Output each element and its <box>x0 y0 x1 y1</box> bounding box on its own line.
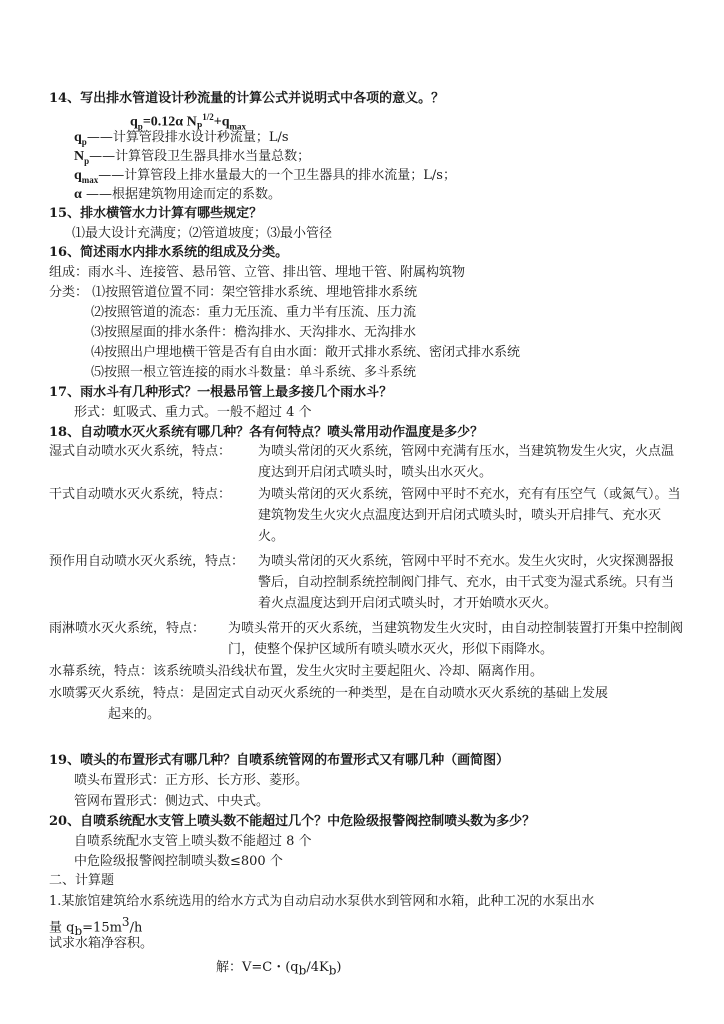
calc-heading: 二、计算题 <box>49 873 115 888</box>
q18-wet-text: 为喷头常闭的灭火系统，管网中充满有压水，当建筑物发生火灾，火点温度达到开启闭式喷头时，喷头出水灭火。 <box>258 444 675 480</box>
q14-def-qmax: $q_{max}——$计算管段上排水量最大的一个卫生器具的排水流量；L/s； <box>74 168 456 185</box>
calc-problem-line1: 1.某旅馆建筑给水系统选用的给水方式为自动启动水泵供水到管网和水箱，此种工况的水泵出水 <box>49 894 595 909</box>
q18-dry-text: 为喷头常闭的灭火系统，管网中平时不充水，充有有压空气（或氮气）。当建筑物发生火灾火点温度达到开启闭式喷头时，喷头开启排气、充水灭火。 <box>258 487 681 544</box>
calc-problem-line3: 试求水箱净容积。 <box>49 936 154 951</box>
q14-def-np: $N_p——$计算管段卫生器具排水当量总数； <box>74 149 311 166</box>
q18-wet-label: 湿式自动喷水灭火系统，特点： <box>49 444 232 459</box>
q16-title: 16、简述雨水内排水系统的组成及分类。 <box>49 245 289 260</box>
q18-curtain: 水幕系统，特点：该系统喷头沿线状布置，发生火灾时主要起阻火、冷却、隔离作用。 <box>49 664 544 679</box>
q19-pipe: 管网布置形式：侧边式、中央式。 <box>74 794 270 809</box>
q18-mist-line2: 起来的。 <box>108 707 161 722</box>
q16-class-3: ⑶按照屋面的排水条件：檐沟排水、天沟排水、无沟排水 <box>91 325 417 340</box>
q16-class-2: ⑵按照管道的流态：重力无压流、重力半有压流、压力流 <box>91 305 417 320</box>
q19-title: 19、喷头的布置形式有哪几种？自喷系统管网的布置形式又有哪几种（画简图） <box>49 753 510 768</box>
q20-answer-1: 自喷系统配水支管上喷头数不能超过 8 个 <box>74 834 312 849</box>
q19-nozzle: 喷头布置形式：正方形、长方形、菱形。 <box>74 773 309 788</box>
q14-def-qp: $q_p——$计算管段排水设计秒流量；L/s <box>74 130 289 147</box>
calc-solution: 解：V=C・$(q_b/4K_b)$ <box>216 960 342 978</box>
q17-title: 17、雨水斗有几种形式？一根悬吊管上最多接几个雨水斗？ <box>49 385 393 400</box>
calc-problem-line2: 量 $q_b=15m^3/h$ <box>49 915 143 938</box>
q14-def-alpha: α ——根据建筑物用途而定的系数。 <box>74 187 281 202</box>
q20-title: 20、自喷系统配水支管上喷头数不能超过几个？中危险级报警阀控制喷头数为多少？ <box>49 814 536 829</box>
q15-answer: ⑴最大设计充满度；⑵管道坡度；⑶最小管径 <box>72 226 333 241</box>
q18-pre-label: 预作用自动喷水灭火系统，特点： <box>49 554 245 569</box>
q18-deluge-label: 雨淋喷水灭火系统，特点： <box>49 621 206 636</box>
q14-title: 14、写出排水管道设计秒流量的计算公式并说明式中各项的意义。？ <box>49 91 445 106</box>
q15-title: 15、排水横管水力计算有哪些规定？ <box>49 206 263 221</box>
q18-deluge-text: 为喷头常开的灭火系统，当建筑物发生火灾时，由自动控制装置打开集中控制阀门，使整个保护区域所有喷头喷水灭火，形似下雨降水。 <box>228 621 684 657</box>
q18-dry-label: 干式自动喷水灭火系统，特点： <box>49 487 232 502</box>
q16-class-4: ⑷按照出户埋地横干管是否有自由水面：敞开式排水系统、密闭式排水系统 <box>91 345 521 360</box>
q20-answer-2: 中危险级报警阀控制喷头数≤800 个 <box>74 854 283 869</box>
q14-formula: $q_p=0.12\alpha$ $N_P^{1/2}+q_{max}$ <box>130 112 246 132</box>
q18-mist-line1: 水喷雾灭火系统，特点：是固定式自动灭火系统的一种类型，是在自动喷水灭火系统的基础上发展 <box>49 686 609 701</box>
q16-class-5: ⑸按照一根立管连接的雨水斗数量：单斗系统、多斗系统 <box>91 365 417 380</box>
q16-composition: 组成：雨水斗、连接管、悬吊管、立管、排出管、埋地干管、附属构筑物 <box>49 265 466 280</box>
q18-title: 18、自动喷水灭火系统有哪几种？各有何特点？喷头常用动作温度是多少？ <box>49 425 484 440</box>
q18-pre-text: 为喷头常闭的灭火系统，管网中平时不充水。发生火灾时，火灾探测器报警后，自动控制系统控制阀门排气、充水，由干式变为湿式系统。只有当着火点温度达到开启闭式喷头时，才开始喷水灭火。 <box>258 554 675 611</box>
q17-answer: 形式：虹吸式、重力式。一般不超过 4 个 <box>74 405 312 420</box>
q16-class-1: 分类： ⑴按照管道位置不同：架空管排水系统、埋地管排水系统 <box>49 285 418 300</box>
